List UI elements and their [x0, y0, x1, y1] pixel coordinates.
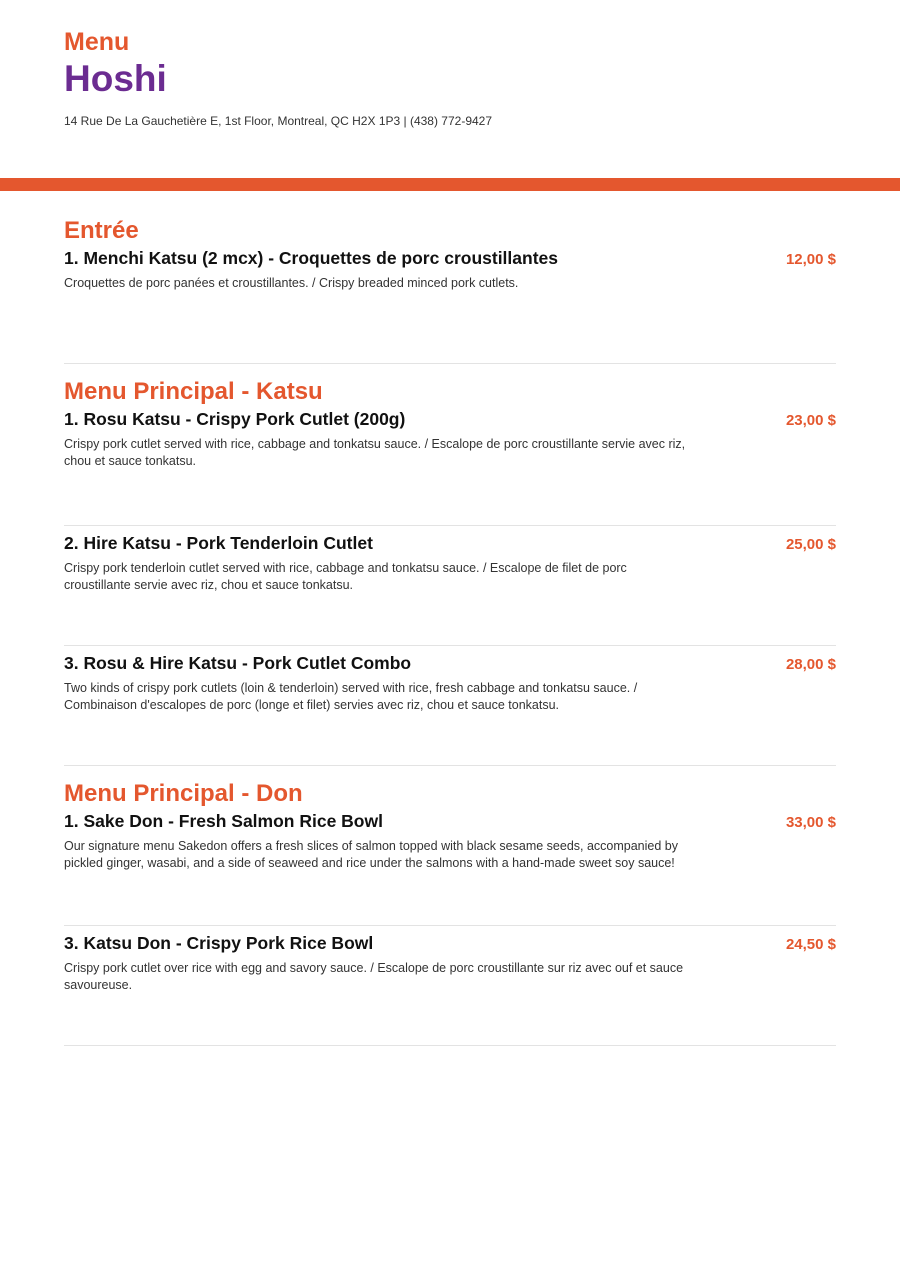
menu-item	[64, 809, 836, 926]
item-name: 3. Katsu Don - Crispy Pork Rice Bowl	[64, 933, 374, 953]
menu-item	[64, 926, 836, 1046]
item-name: 1. Rosu Katsu - Crispy Pork Cutlet (200g)	[64, 409, 406, 429]
section-title: Entrée	[64, 217, 139, 244]
section-title: Menu Principal - Katsu	[64, 378, 323, 405]
accent-divider-bar	[0, 178, 900, 191]
item-description: Two kinds of crispy pork cutlets (loin & tenderloin) served with rice, fresh cabbage and tonkatsu sauce. / Combinaison d'escalopes de porc (longe et filet) servies avec riz, chou et sauce tonkatsu.	[64, 681, 638, 712]
item-name: 1. Menchi Katsu (2 mcx) - Croquettes de porc croustillantes	[64, 248, 558, 268]
item-price: 23,00 $	[785, 412, 836, 429]
menu-item	[64, 246, 836, 364]
item-name: 2. Hire Katsu - Pork Tenderloin Cutlet	[64, 533, 373, 553]
item-description: Croquettes de porc panées et croustillantes. / Crispy breaded minced pork cutlets.	[64, 276, 519, 290]
restaurant-address: 14 Rue De La Gauchetière E, 1st Floor, Montreal, QC H2X 1P3 | (438) 772-9427	[64, 114, 493, 128]
item-description: Our signature menu Sakedon offers a fresh slices of salmon topped with black sesame seeds, accompanied by pickled ginger, wasabi, and a side of seaweed and rice under the salmons with a hand-made sweet soy sauce!	[64, 839, 678, 870]
item-description: Crispy pork tenderloin cutlet served with rice, cabbage and tonkatsu sauce. / Escalope de filet de porc croustillante servie avec riz, chou et sauce tonkatsu.	[64, 561, 627, 592]
menu-content	[64, 216, 836, 1046]
section-don	[64, 779, 836, 1046]
section-title: Menu Principal - Don	[64, 780, 303, 807]
item-price: 28,00 $	[785, 656, 836, 673]
section-katsu	[64, 377, 836, 766]
menu-item	[64, 646, 836, 766]
menu-item	[64, 407, 836, 526]
menu-header	[64, 26, 836, 129]
item-price: 12,00 $	[785, 251, 836, 268]
menu-label: Menu	[64, 28, 130, 56]
item-price: 25,00 $	[785, 536, 836, 553]
item-price: 24,50 $	[785, 936, 836, 953]
item-price: 33,00 $	[785, 814, 836, 831]
menu-item	[64, 526, 836, 646]
item-description: Crispy pork cutlet served with rice, cabbage and tonkatsu sauce. / Escalope de porc croustillante servie avec riz, chou et sauce tonkatsu.	[64, 437, 686, 468]
item-description: Crispy pork cutlet over rice with egg and savory sauce. / Escalope de porc croustillante sur riz avec ouf et sauce savoureuse.	[64, 961, 684, 992]
section-entree	[64, 216, 836, 364]
item-name: 3. Rosu & Hire Katsu - Pork Cutlet Combo	[64, 653, 412, 673]
item-name: 1. Sake Don - Fresh Salmon Rice Bowl	[64, 811, 383, 831]
restaurant-name: Hoshi	[64, 58, 167, 99]
